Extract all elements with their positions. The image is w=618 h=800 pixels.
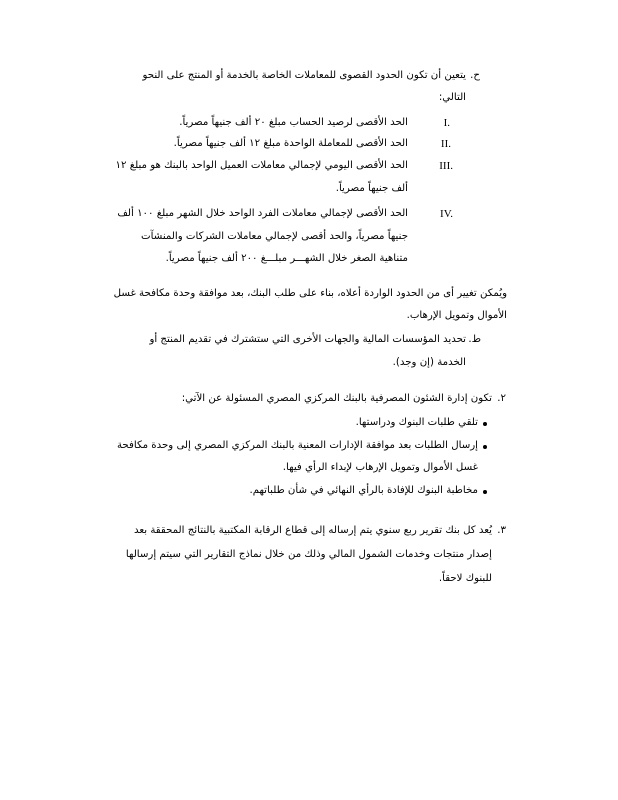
section-t-marker: ط. <box>468 334 481 345</box>
limit-item-3-marker: III. <box>439 160 453 172</box>
limit-item-4-marker: IV. <box>440 208 453 220</box>
limit-item-2-line-1: الحد الأقصى للمعاملة الواحدة مبلغ ١٢ ألف جنيهاً مصرياً. <box>173 138 408 149</box>
section-t-line-2: الخدمة (إن وجد). <box>392 357 466 368</box>
limit-item-1-line-1: الحد الأقصى لرصيد الحساب مبلغ ٢٠ ألف جنيهاً مصرياً. <box>179 117 408 128</box>
limit-item-4-line-1: الحد الأقصى لإجمالي معاملات الفرد الواحد خلال الشهر مبلغ ١٠٠ ألف <box>117 208 408 219</box>
point-2-marker: ٢. <box>497 393 506 404</box>
point-3-line-3: للبنوك لاحقاً. <box>438 573 492 584</box>
section-h-line-1: يتعين أن تكون الحدود القصوى للمعاملات الخاصة بالخدمة أو المنتج على النحو <box>142 70 466 81</box>
bullet-1-icon <box>483 422 487 426</box>
bullet-2-line-2: غسل الأموال وتمويل الإرهاب لإبداء الرأي فيها. <box>282 462 478 473</box>
limit-item-3-line-2: ألف جنيهاً مصرياً. <box>335 183 408 194</box>
bullet-2-icon <box>483 445 487 449</box>
bullet-2-line-1: إرسال الطلبات بعد موافقة الإدارات المعنية بالبنك المركزي المصري إلى وحدة مكافحة <box>116 440 478 451</box>
bullet-3-line-1: مخاطبة البنوك للإفادة بالرأي النهائي في شأن طلباتهم. <box>249 485 478 496</box>
change-note-line-1: ويُمكن تغيير أى من الحدود الواردة أعلاه، بناء على طلب البنك، بعد موافقة وحدة مكافحة غسل <box>113 288 507 299</box>
change-note-line-2: الأموال وتمويل الإرهاب. <box>406 310 507 321</box>
bullet-3-icon <box>483 490 487 494</box>
limit-item-3-line-1: الحد الأقصى اليومي لإجمالي معاملات العميل الواحد بالبنك هو مبلغ ١٢ <box>115 160 408 171</box>
section-t-line-1: تحديد المؤسسات المالية والجهات الأخرى التي ستشترك في تقديم المنتج أو <box>149 334 466 345</box>
section-h-line-2: التالي: <box>438 92 466 103</box>
section-h-marker: ح. <box>470 70 480 81</box>
limit-item-4-line-2: جنيهاً مصرياً، والحد أقصى لإجمالي معاملات الشركات والمنشآت <box>141 231 408 242</box>
point-3-line-1: يُعد كل بنك تقرير ربع سنوي يتم إرساله إلى قطاع الرقابة المكتبية بالنتائج المحققة بعد <box>133 525 492 536</box>
limit-item-2-marker: II. <box>440 138 451 150</box>
limit-item-1-marker: I. <box>443 117 450 129</box>
point-3-marker: ٣. <box>497 525 506 536</box>
bullet-1-line-1: تلقي طلبات البنوك ودراستها. <box>355 417 478 428</box>
point-2-intro: تكون إدارة الشئون المصرفية بالبنك المركزي المصري المسئولة عن الآتي: <box>181 393 492 404</box>
limit-item-4-line-3: متناهية الصغر خلال الشهـــر مبلـــغ ٢٠٠ ألف جنيهاً مصرياً. <box>165 253 408 264</box>
point-3-line-2: إصدار منتجات وخدمات الشمول المالي وذلك من خلال نماذج التقارير التي سيتم إرسالها <box>125 549 492 560</box>
